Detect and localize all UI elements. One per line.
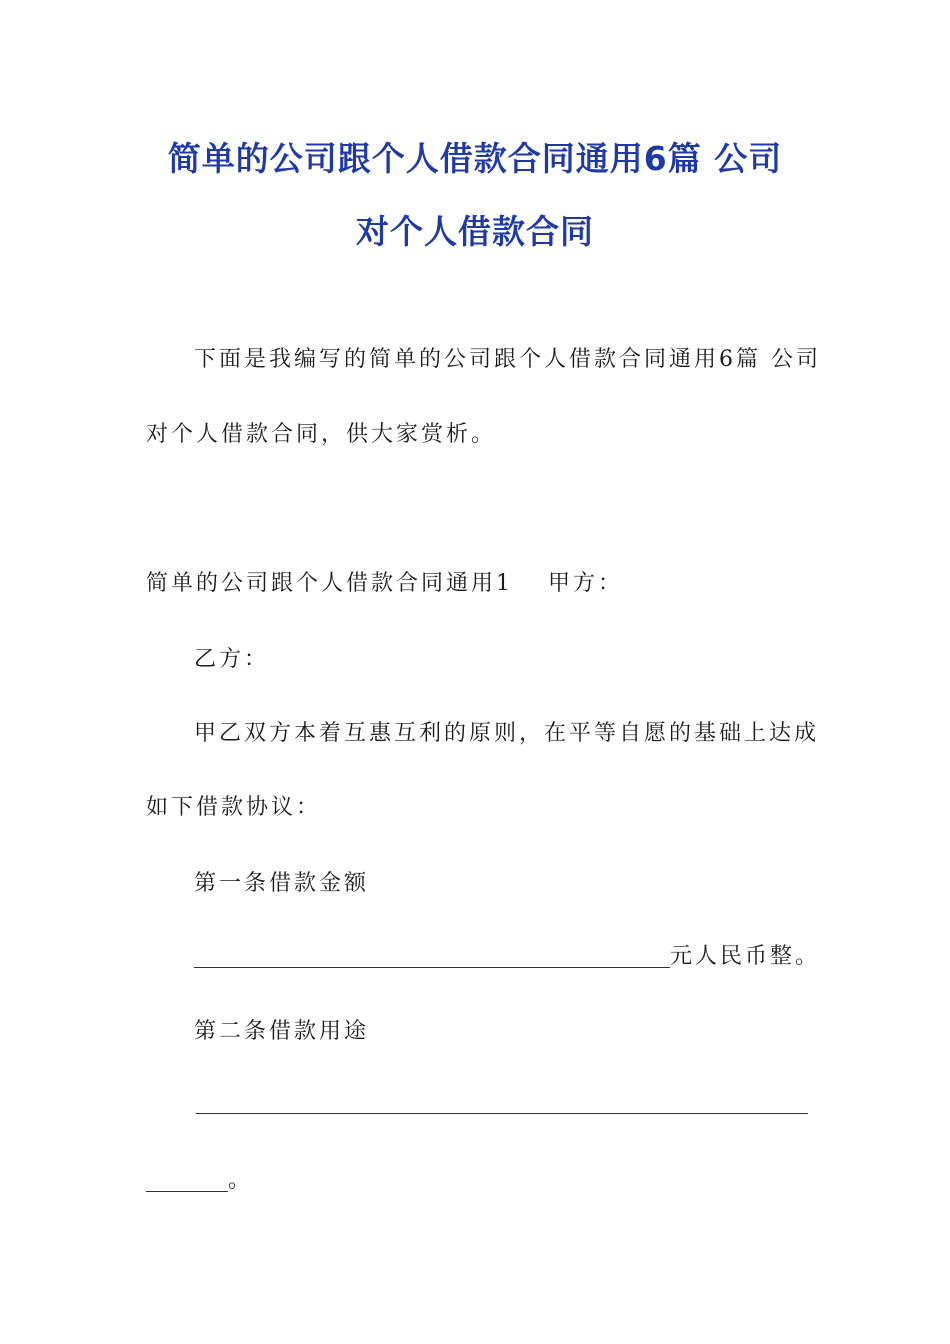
purpose-end-mark: 。 — [228, 1168, 254, 1193]
agreement-line-1: 甲乙双方本着互惠互利的原则，在平等自愿的基础上达成 — [194, 721, 820, 746]
article-2-heading: 第二条借款用途 — [194, 1019, 370, 1044]
section-heading: 简单的公司跟个人借款合同通用1 — [146, 571, 513, 596]
document-title-line-1: 简单的公司跟个人借款合同通用6篇 公司 — [167, 139, 783, 178]
intro-line-1: 下面是我编写的简单的公司跟个人借款合同通用6篇 公司 — [194, 347, 821, 372]
party-a-label: 甲方： — [548, 571, 624, 596]
article-1-heading: 第一条借款金额 — [194, 871, 370, 896]
purpose-end-blank — [146, 1171, 228, 1192]
amount-blank — [194, 947, 670, 968]
purpose-blank-line — [196, 1113, 808, 1114]
purpose-end-row — [146, 1170, 253, 1192]
amount-row — [194, 946, 820, 968]
party-b-label: 乙方： — [194, 647, 270, 672]
intro-line-2: 对个人借款合同，供大家赏析。 — [146, 422, 497, 447]
document-title-line-2: 对个人借款合同 — [356, 212, 594, 251]
agreement-line-2: 如下借款协议： — [146, 795, 322, 820]
amount-suffix: 元人民币整。 — [670, 944, 821, 969]
